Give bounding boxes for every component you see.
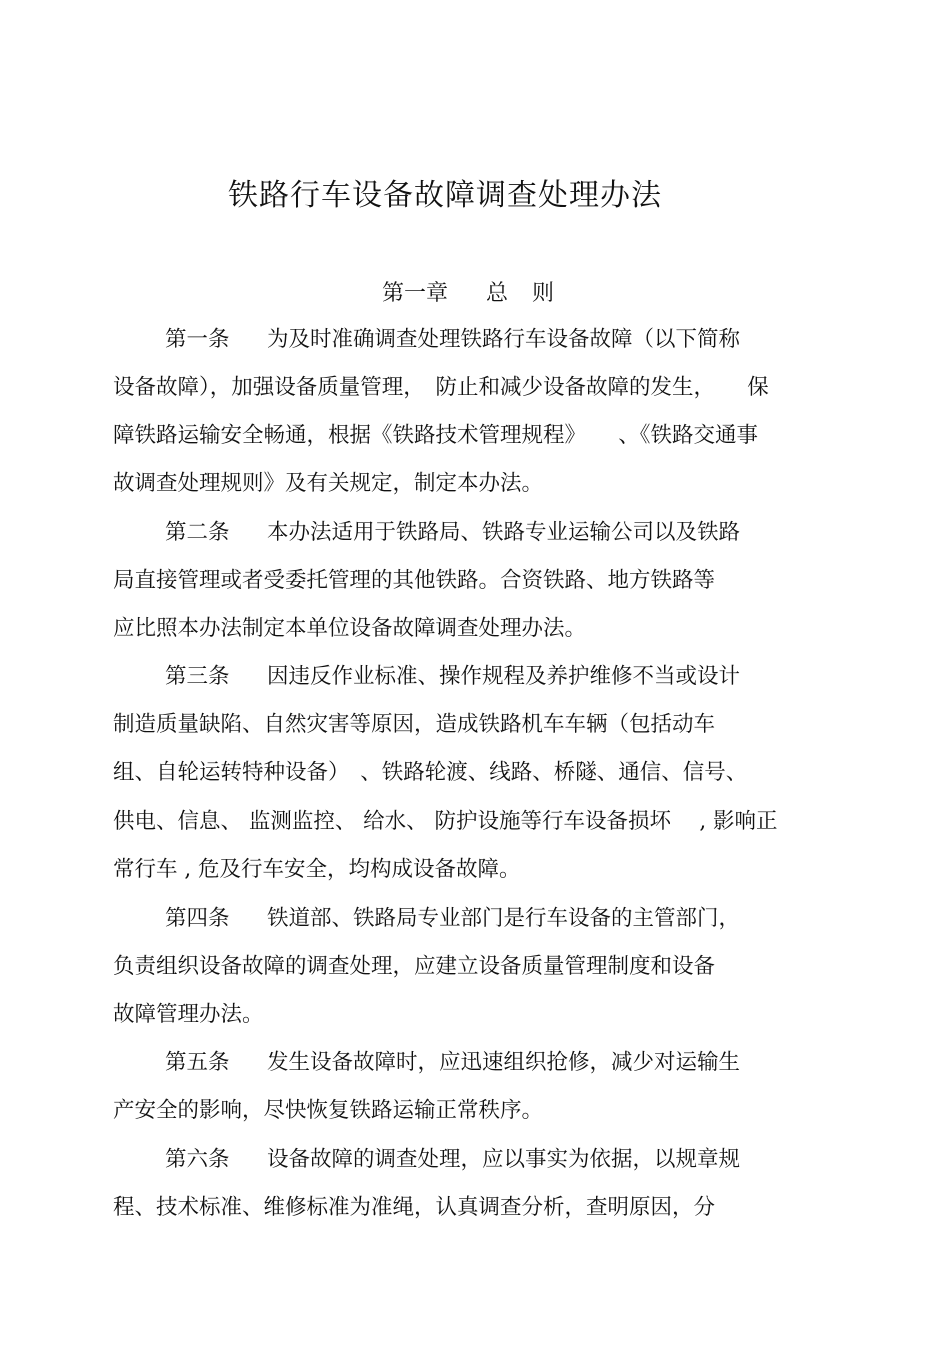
article-4-text-1: 铁道部、铁路局专业部门是行车设备的主管部门， [267, 906, 741, 931]
chapter-name-part-1: 总 [486, 281, 509, 306]
article-1-line-1 [165, 325, 740, 355]
article-3-label: 第三条 [165, 664, 230, 689]
article-2-line-1 [165, 518, 740, 548]
article-1-text-1: 为及时准确调查处理铁路行车设备故障（以下简称 [267, 327, 741, 352]
article-5-label: 第五条 [165, 1050, 230, 1075]
article-3-line-4: 供电、信息、 监测监控、 给水、 防护设施等行车设备损坏 , 影响正 [113, 809, 778, 834]
article-1-line-3: 障铁路运输安全畅通，根据《铁路技术管理规程》 、《铁路交通事 [113, 423, 759, 448]
article-4-line-2: 负责组织设备故障的调查处理，应建立设备质量管理制度和设备 [113, 954, 716, 979]
article-3-line-5: 常行车 , 危及行车安全，均构成设备故障。 [113, 857, 521, 882]
article-3-line-3: 组、自轮运转特种设备） 、铁路轮渡、线路、桥隧、通信、信号、 [113, 760, 748, 785]
chapter-heading [382, 276, 554, 307]
article-6-text-1: 设备故障的调查处理，应以事实为依据，以规章规 [267, 1147, 741, 1172]
document-title: 铁路行车设备故障调查处理办法 [228, 178, 662, 213]
article-6-line-1 [165, 1145, 740, 1175]
article-4-label: 第四条 [165, 906, 230, 931]
article-3-line-1 [165, 662, 740, 692]
article-5-line-2: 产安全的影响，尽快恢复铁路运输正常秩序。 [113, 1098, 544, 1123]
article-3-text-1: 因违反作业标准、操作规程及养护维修不当或设计 [267, 664, 741, 689]
article-5-line-1 [165, 1048, 740, 1078]
article-4-line-3: 故障管理办法。 [113, 1002, 264, 1027]
chapter-number: 第一章 [382, 281, 449, 306]
article-2-line-2: 局直接管理或者受委托管理的其他铁路。合资铁路、地方铁路等 [113, 568, 716, 593]
article-3-line-2: 制造质量缺陷、自然灾害等原因，造成铁路机车车辆（包括动车 [113, 712, 716, 737]
article-6-line-2: 程、技术标准、维修标准为准绳，认真调查分析，查明原因，分 [113, 1195, 716, 1220]
article-1-label: 第一条 [165, 327, 230, 352]
article-4-line-1 [165, 904, 740, 934]
article-2-line-3: 应比照本办法制定本单位设备故障调查处理办法。 [113, 616, 587, 641]
article-1-line-4: 故调查处理规则》及有关规定，制定本办法。 [113, 471, 544, 496]
chapter-name-part-2: 则 [532, 281, 555, 306]
article-6-label: 第六条 [165, 1147, 230, 1172]
article-1-line-2: 设备故障），加强设备质量管理， 防止和减少设备故障的发生， 保 [113, 375, 769, 400]
article-5-text-1: 发生设备故障时，应迅速组织抢修，减少对运输生 [267, 1050, 741, 1075]
article-2-text-1: 本办法适用于铁路局、铁路专业运输公司以及铁路 [267, 520, 741, 545]
article-2-label: 第二条 [165, 520, 230, 545]
